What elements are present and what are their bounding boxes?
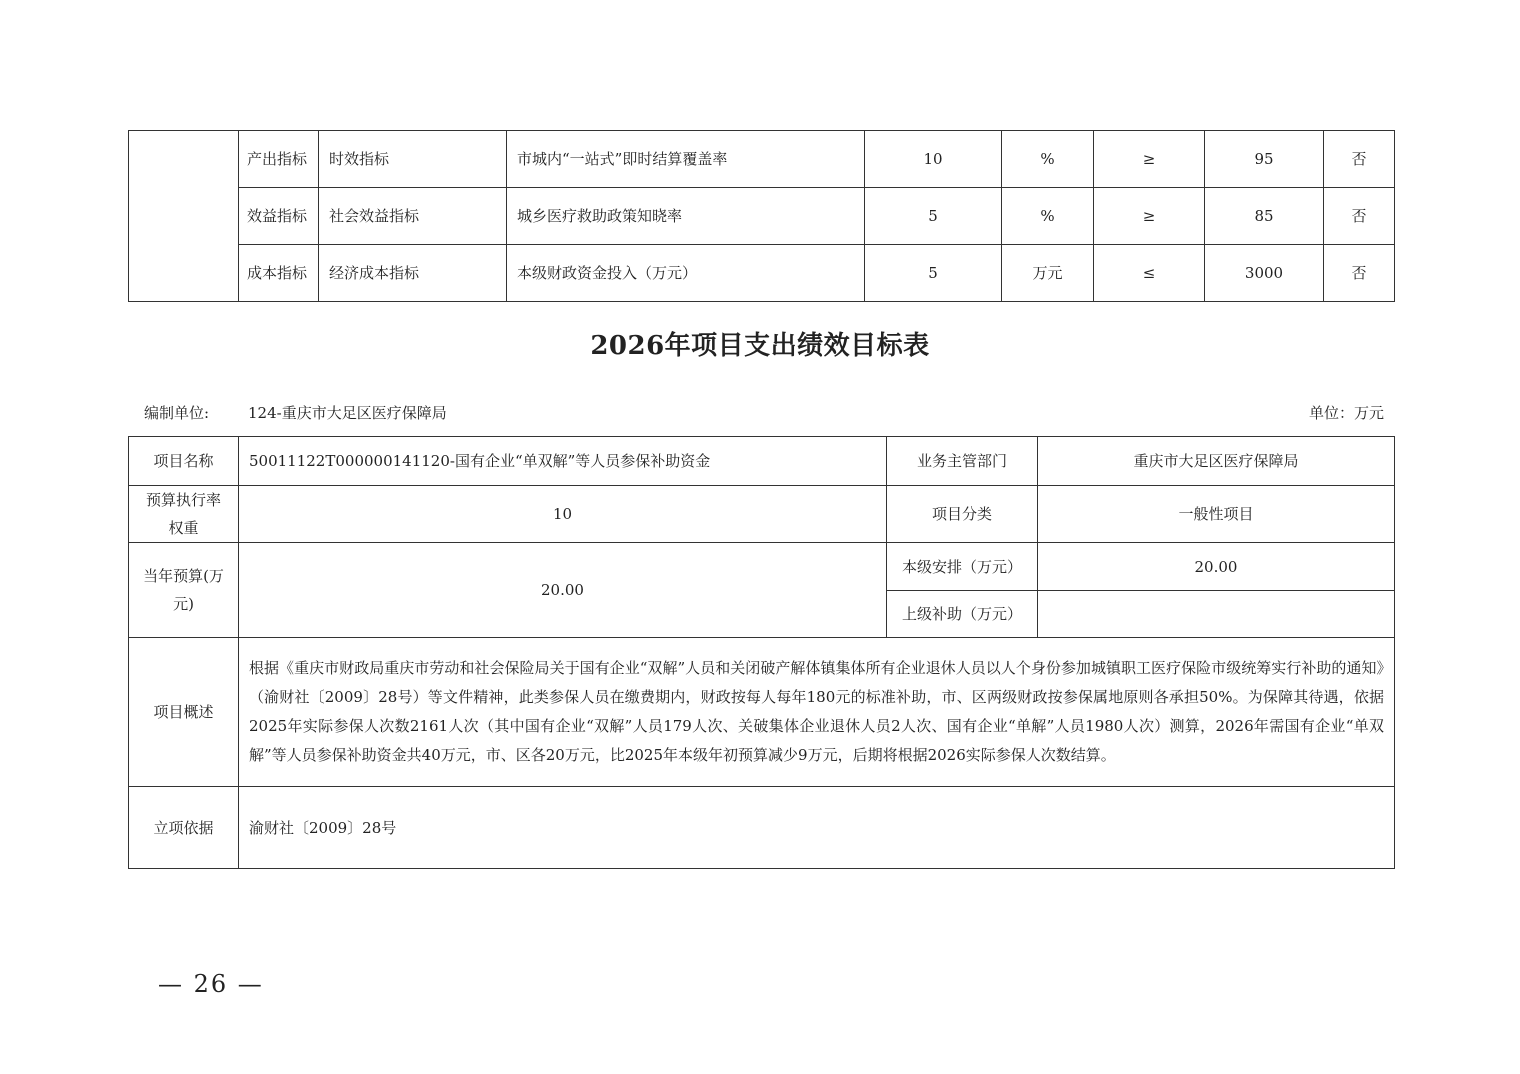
table-row xyxy=(129,131,1395,188)
flag-cell: 否 xyxy=(1324,188,1395,245)
dept-value: 重庆市大足区医疗保障局 xyxy=(1038,437,1395,486)
table-row xyxy=(129,188,1395,245)
table-row xyxy=(129,486,1395,543)
annual-budget-label: 当年预算(万元) xyxy=(129,543,239,638)
target-cell: 95 xyxy=(1205,131,1324,188)
budget-rate-value: 10 xyxy=(239,486,887,543)
project-category-label: 项目分类 xyxy=(887,486,1038,543)
project-performance-table xyxy=(128,436,1395,869)
page-number: — 26 — xyxy=(158,970,264,998)
target-cell: 3000 xyxy=(1205,245,1324,302)
unit-text: 单位：万元 xyxy=(1308,404,1384,422)
table-row xyxy=(129,543,1395,591)
basis-label: 立项依据 xyxy=(129,787,239,869)
upper-subsidy-label: 上级补助（万元） xyxy=(887,591,1038,638)
target-cell: 85 xyxy=(1205,188,1324,245)
weight-cell: 5 xyxy=(865,245,1002,302)
indicator-name-cell: 市城内“一站式”即时结算覆盖率 xyxy=(507,131,865,188)
flag-cell: 否 xyxy=(1324,245,1395,302)
overview-text: 根据《重庆市财政局重庆市劳动和社会保险局关于国有企业“双解”人员和关闭破产解体镇集体所有企业退休人员以人个身份参加城镇职工医疗保险市级统筹实行补助的通知》（渝财社〔2009〕28号）等文件精神，此类参保人员在缴费期内，财政按每人每年180元的标准补助，市、区两级财政按参保属地原则各承担50%。为保障其待遇，依据2025年实际参保人次数2161人次（其中国有企业“双解”人员179人次、关破集体企业退休人员2人次、国有企业“单解”人员1980人次）测算，2026年需国有企业“单双解”等人员参保补助资金共40万元，市、区各20万元，比2025年本级年初预算减少9万元，后期将根据2026实际参保人次数结算。 xyxy=(239,638,1395,787)
indicator-cell: 时效指标 xyxy=(319,131,507,188)
category-cell: 产出指标 xyxy=(239,131,319,188)
indicator-name-cell: 城乡医疗救助政策知晓率 xyxy=(507,188,865,245)
table-row xyxy=(129,787,1395,869)
category-cell: 效益指标 xyxy=(239,188,319,245)
weight-cell: 5 xyxy=(865,188,1002,245)
upper-subsidy-value xyxy=(1038,591,1395,638)
project-name-label: 项目名称 xyxy=(129,437,239,486)
indicator-cell: 经济成本指标 xyxy=(319,245,507,302)
unit-cell: % xyxy=(1002,188,1094,245)
budget-rate-label: 预算执行率权重 xyxy=(129,486,239,543)
table-row xyxy=(129,638,1395,787)
annual-budget-value: 20.00 xyxy=(239,543,887,638)
operator-cell: ≤ xyxy=(1094,245,1205,302)
blank-merged-cell xyxy=(129,131,239,302)
local-arrangement-label: 本级安排（万元） xyxy=(887,543,1038,591)
org-unit-line xyxy=(144,400,1384,426)
project-category-value: 一般性项目 xyxy=(1038,486,1395,543)
table-row xyxy=(129,437,1395,486)
unit-cell: 万元 xyxy=(1002,245,1094,302)
category-cell: 成本指标 xyxy=(239,245,319,302)
indicator-cell: 社会效益指标 xyxy=(319,188,507,245)
page-title: 2026年项目支出绩效目标表 xyxy=(590,331,930,361)
org-label: 编制单位: xyxy=(144,404,210,422)
flag-cell: 否 xyxy=(1324,131,1395,188)
project-name-value: 50011122T000000141120-国有企业“单双解”等人员参保补助资金 xyxy=(239,437,887,486)
table-row xyxy=(129,245,1395,302)
operator-cell: ≥ xyxy=(1094,188,1205,245)
indicator-name-cell: 本级财政资金投入（万元） xyxy=(507,245,865,302)
org-value: 124-重庆市大足区医疗保障局 xyxy=(248,404,447,422)
performance-indicator-table-continued xyxy=(128,130,1395,302)
weight-cell: 10 xyxy=(865,131,1002,188)
unit-cell: % xyxy=(1002,131,1094,188)
basis-value: 渝财社〔2009〕28号 xyxy=(239,787,1395,869)
overview-label: 项目概述 xyxy=(129,638,239,787)
operator-cell: ≥ xyxy=(1094,131,1205,188)
dept-label: 业务主管部门 xyxy=(887,437,1038,486)
local-arrangement-value: 20.00 xyxy=(1038,543,1395,591)
